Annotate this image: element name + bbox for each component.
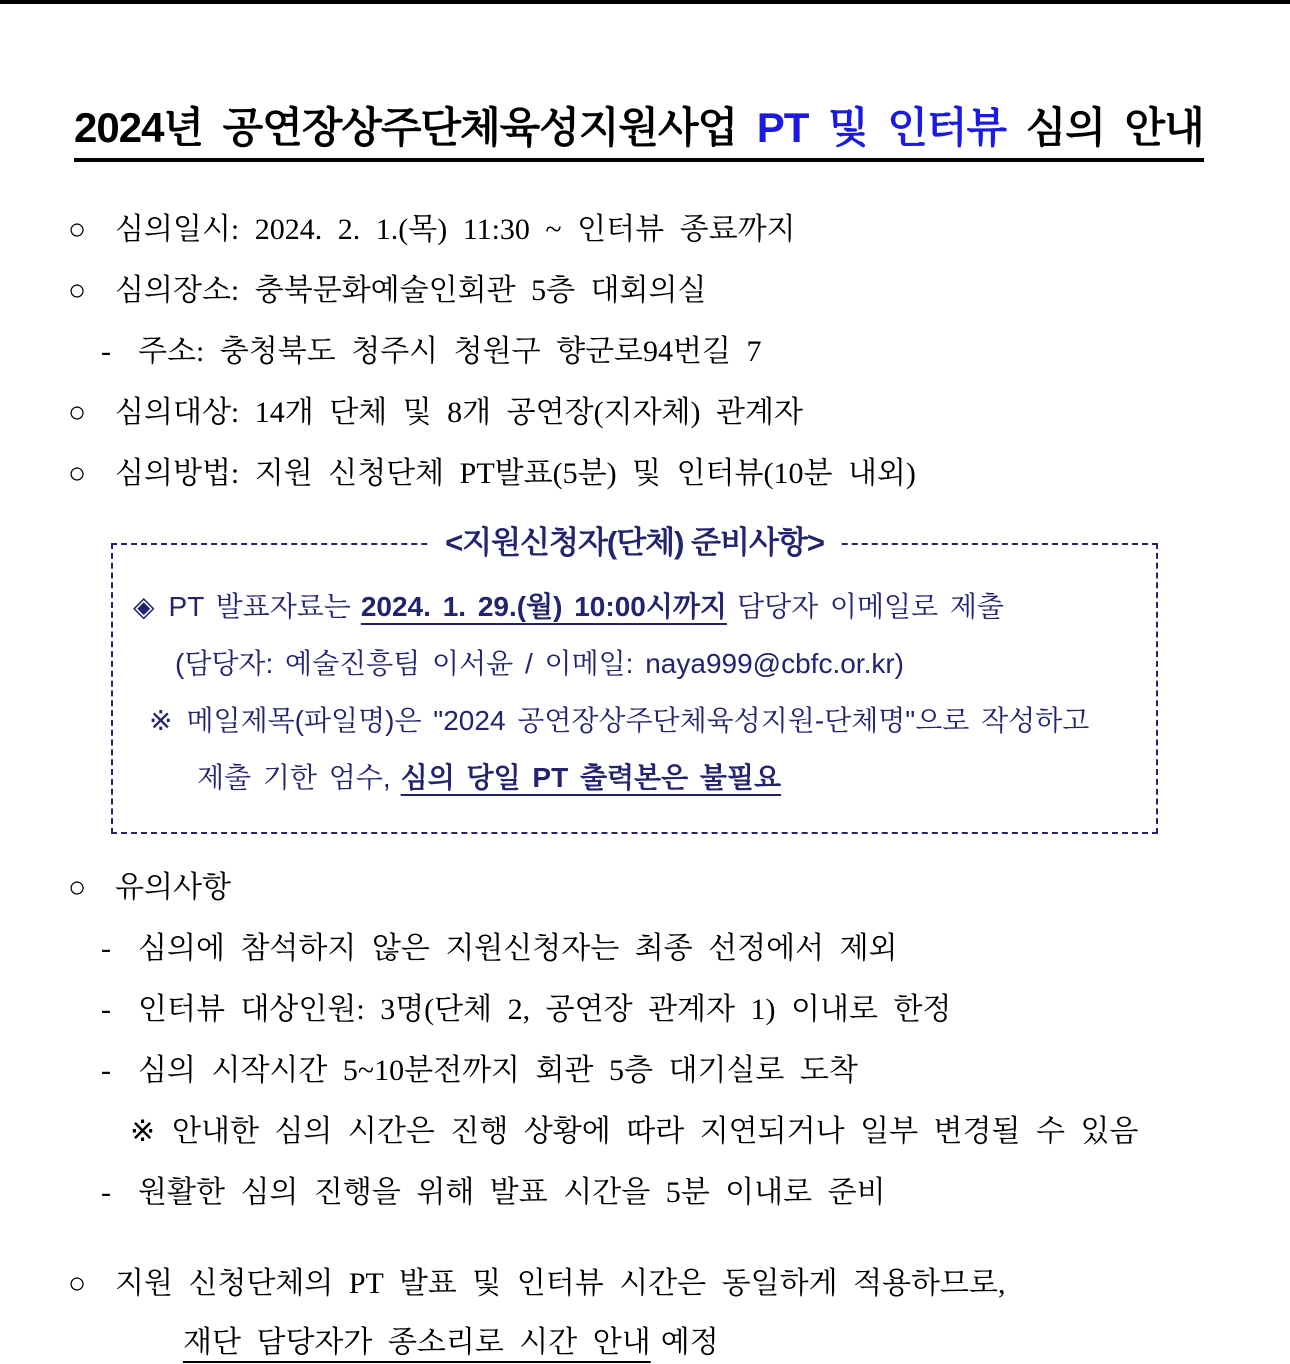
dash-bullet-icon: - bbox=[101, 335, 111, 369]
list-item-review-target bbox=[68, 391, 1225, 434]
caution-item-schedule-change-note bbox=[130, 1110, 1225, 1153]
notice-line-contact bbox=[175, 644, 1138, 684]
list-item-text: 심의일시: 2024. 2. 1.(목) 11:30 ~ 인터뷰 종료까지 bbox=[115, 213, 796, 247]
list-item-review-place bbox=[68, 269, 1225, 312]
caution-item-text: 인터뷰 대상인원: 3명(단체 2, 공연장 관계자 1) 이내로 한정 bbox=[138, 993, 952, 1027]
caution-item-presentation-time bbox=[101, 1171, 1225, 1214]
title-text-highlight: PT 및 인터뷰 bbox=[756, 104, 1007, 151]
circle-bullet-icon: ○ bbox=[68, 274, 87, 308]
reference-mark-icon: ※ bbox=[130, 1115, 156, 1149]
caution-item-interview-headcount bbox=[101, 988, 1225, 1031]
circle-bullet-icon: ○ bbox=[68, 457, 87, 491]
notice-mail-subject-text: 메일제목(파일명)은 "2024 공연장상주단체육성지원-단체명"으로 작성하고 bbox=[186, 705, 1090, 737]
footer-line-text: 지원 신청단체의 PT 발표 및 인터뷰 시간은 동일하게 적용하므로, bbox=[115, 1267, 1006, 1301]
list-item-text: 주소: 충청북도 청주시 청원구 향군로94번길 7 bbox=[138, 335, 762, 369]
caution-item-text: 심의에 참석하지 않은 지원신청자는 최종 선정에서 제외 bbox=[138, 932, 898, 966]
document-page bbox=[0, 4, 1290, 1364]
circle-bullet-icon: ○ bbox=[68, 871, 87, 905]
list-item-review-datetime bbox=[68, 208, 1225, 251]
notice-line-pt-deadline bbox=[133, 587, 1138, 627]
footer-line-bell-announcement bbox=[183, 1321, 1225, 1364]
notice-line-text-pre: PT 발표자료는 bbox=[168, 591, 351, 623]
list-item-review-method bbox=[68, 452, 1225, 495]
list-item-text: 심의대상: 14개 단체 및 8개 공연장(지자체) 관계자 bbox=[115, 396, 803, 430]
footer-underlined-text: 재단 담당자가 종소리로 시간 안내 bbox=[183, 1326, 651, 1360]
title-underline bbox=[74, 104, 1204, 162]
diamond-bullet-icon: ◈ bbox=[133, 591, 155, 623]
circle-bullet-icon: ○ bbox=[68, 1267, 87, 1301]
cautions-header-text: 유의사항 bbox=[115, 871, 231, 905]
list-item-address bbox=[101, 330, 1225, 373]
title-text-post: 심의 안내 bbox=[1006, 104, 1204, 151]
dash-bullet-icon: - bbox=[101, 993, 111, 1027]
title-text-pre: 2024년 공연장상주단체육성지원사업 bbox=[74, 104, 757, 151]
caution-item-absence bbox=[101, 927, 1225, 970]
page-title bbox=[74, 104, 1225, 162]
dash-bullet-icon: - bbox=[101, 1054, 111, 1088]
caution-item-text: 원활한 심의 진행을 위해 발표 시간을 5분 이내로 준비 bbox=[138, 1176, 886, 1210]
list-item-text: 심의방법: 지원 신청단체 PT발표(5분) 및 인터뷰(10분 내외) bbox=[115, 457, 916, 491]
circle-bullet-icon: ○ bbox=[68, 396, 87, 430]
caution-item-text: 심의 시작시간 5~10분전까지 회관 5층 대기실로 도착 bbox=[138, 1054, 858, 1088]
notice-line-text-pre: 제출 기한 엄수, bbox=[197, 762, 391, 794]
reference-mark-icon: ※ bbox=[149, 705, 173, 737]
notice-line-mail-subject bbox=[149, 701, 1138, 741]
caution-item-arrival-time bbox=[101, 1049, 1225, 1092]
footer-line-equal-time bbox=[68, 1262, 1225, 1305]
circle-bullet-icon: ○ bbox=[68, 213, 87, 247]
notice-deadline-emphasis: 2024. 1. 29.(월) 10:00시까지 bbox=[360, 591, 727, 623]
cautions-section bbox=[68, 866, 1225, 1214]
notice-box-title bbox=[113, 521, 1156, 566]
cautions-header bbox=[68, 866, 1225, 909]
list-item-text: 심의장소: 충북문화예술인회관 5층 대회의실 bbox=[115, 274, 707, 308]
notice-line-no-printout bbox=[197, 758, 1138, 798]
notice-line-text-post: 담당자 이메일로 제출 bbox=[736, 591, 1004, 623]
footer-rest-text: 예정 bbox=[660, 1326, 719, 1360]
notice-no-printout-emphasis: 심의 당일 PT 출력본은 불필요 bbox=[400, 762, 782, 794]
info-list bbox=[68, 208, 1225, 495]
applicant-preparation-notice-box bbox=[111, 525, 1158, 834]
notice-contact-text: (담당자: 예술진흥팀 이서윤 / 이메일: naya999@cbfc.or.kr) bbox=[175, 648, 904, 680]
dash-bullet-icon: - bbox=[101, 1176, 111, 1210]
notice-box-title-text: <지원신청자(단체) 준비사항> bbox=[429, 521, 840, 565]
dash-bullet-icon: - bbox=[101, 932, 111, 966]
caution-item-text: 안내한 심의 시간은 진행 상황에 따라 지연되거나 일부 변경될 수 있음 bbox=[172, 1115, 1139, 1149]
